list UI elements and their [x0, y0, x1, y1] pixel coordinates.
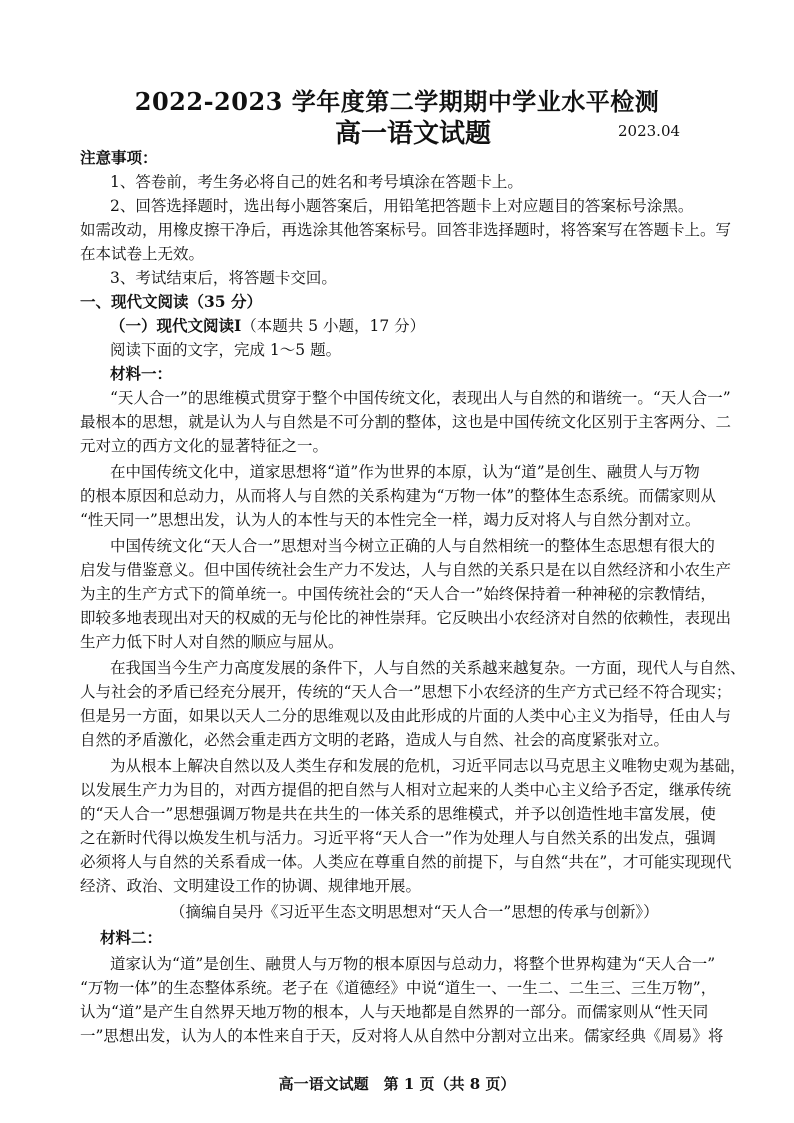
section-heading: 一、现代文阅读（35 分）: [80, 292, 262, 311]
paragraph-line: 即较多地表现出对天的权威的无与伦比的神性崇拜。它反映出小农经济对自然的依赖性，表现出: [80, 609, 732, 627]
paragraph-line: “天人合一”的思维模式贯穿于整个中国传统文化，表现出人与自然的和谐统一。“天人合一”: [110, 389, 731, 407]
paragraph-line: 生产力低下时人对自然的顺应与屈从。: [80, 633, 344, 651]
paragraph-line: 中国传统文化“天人合一”思想对当今树立正确的人与自然相统一的整体生态思想有很大的: [110, 537, 715, 555]
paragraph-line: 启发与借鉴意义。但中国传统社会生产力不发达，人与自然的关系只是在以自然经济和小农生产: [80, 561, 732, 579]
paragraph-line: 的根本原因和总动力，从而将人与自然的关系构建为“万物一体”的整体生态系统。而儒家则从: [80, 487, 716, 505]
paragraph-line: “性天同一”思想出发，认为人的本性与天的本性完全一样，竭力反对将人与自然分割对立。: [80, 511, 701, 529]
material-label: 材料一：: [110, 364, 173, 383]
notice-line: 2、回答选择题时，选出每小题答案后，用铅笔把答题卡上对应题目的答案标号涂黑。: [110, 197, 694, 215]
paragraph-line: 认为“道”是产生自然界天地万物的根本，人与天地都是自然界的一部分。而儒家则从“性天同: [80, 1003, 709, 1021]
paragraph-line: 为主的生产方式下的简单统一。中国传统社会的“天人合一”始终保持着一种神秘的宗教情结，: [80, 585, 716, 603]
paragraph-line: 在中国传统文化中，道家思想将“道”作为世界的本原，认为“道”是创生、融贯人与万物: [110, 463, 700, 481]
paragraph-line: 道家认为“道”是创生、融贯人与万物的根本原因与总动力，将整个世界构建为“天人合一”: [110, 955, 716, 973]
paragraph-line: 以发展生产力为目的，对西方提倡的把自然与人相对立起来的人类中心主义给予否定，继承传统: [80, 781, 732, 799]
notice-line: 1、答卷前，考生务必将自己的姓名和考号填涂在答题卡上。: [110, 173, 523, 191]
paragraph-line: 最根本的思想，就是认为人与自然是不可分割的整体，这也是中国传统文化区别于主客两分、二: [80, 413, 732, 431]
paragraph-line: 之在新时代得以焕发生机与活力。习近平将“天人合一”作为处理人与自然关系的出发点，强调: [80, 829, 716, 847]
paragraph-line: “万物一体”的生态整体系统。老子在《道德经》中说“道生一、一生二、二生三、三生万物”，: [80, 979, 717, 997]
paragraph-line: 的“天人合一”思想强调万物是共在共生的一体关系的思维模式，并予以创造性地丰富发展，使: [80, 805, 716, 823]
paragraph-line: 必须将人与自然的关系看成一体。人类应在尊重自然的前提下，与自然“共在”，才可能实现现代: [80, 853, 732, 871]
paragraph-line: 自然的矛盾激化，必然会重走西方文明的老路，造成人与自然、社会的高度紧张对立。: [80, 731, 670, 749]
exam-title: 2022-2023 学年度第二学期期中学业水平检测: [134, 87, 660, 116]
page-footer: 高一语文试题 第 1 页（共 8 页）: [278, 1075, 516, 1093]
paragraph-line: 在我国当今生产力高度发展的条件下，人与自然的关系越来越复杂。一方面，现代人与自然、: [110, 659, 746, 677]
exam-date: 2023.04: [618, 122, 681, 140]
exam-subtitle: 高一语文试题: [335, 119, 492, 149]
sub-section-note: （本题共 5 小题，17 分）: [241, 317, 426, 335]
notice-line: 在本试卷上无效。: [80, 245, 205, 263]
notice-line: 3、考试结束后，将答题卡交回。: [110, 269, 337, 287]
reading-instruction: 阅读下面的文字，完成 1～5 题。: [110, 341, 342, 359]
paragraph-line: 一”思想出发，认为人的本性来自于天，反对将人从自然中分割对立出来。儒家经典《周易》将: [80, 1027, 724, 1045]
material-source: （摘编自吴丹《习近平生态文明思想对“天人合一”思想的传承与创新》）: [170, 903, 659, 921]
sub-section-heading: [110, 314, 425, 338]
paragraph-line: 人与社会的矛盾已经充分展开，传统的“天人合一”思想下小农经济的生产方式已经不符合现实；: [80, 683, 732, 701]
paragraph-line: 为从根本上解决自然以及人类生存和发展的危机，习近平同志以马克思主义唯物史观为基础，: [110, 757, 746, 775]
paragraph-line: 经济、政治、文明建设工作的协调、规律地开展。: [80, 877, 422, 895]
material-label: 材料二：: [100, 928, 163, 947]
notice-line: 如需改动，用橡皮擦干净后，再选涂其他答案标号。回答非选择题时，将答案写在答题卡上。写: [80, 221, 732, 239]
sub-section-title: （一）现代文阅读Ⅰ: [110, 316, 242, 335]
notice-heading: 注意事项：: [80, 148, 158, 167]
paragraph-line: 但是另一方面，如果以天人二分的思维观以及由此形成的片面的人类中心主义为指导，任由人与: [80, 707, 732, 725]
paragraph-line: 元对立的西方文化的显著特征之一。: [80, 437, 329, 455]
